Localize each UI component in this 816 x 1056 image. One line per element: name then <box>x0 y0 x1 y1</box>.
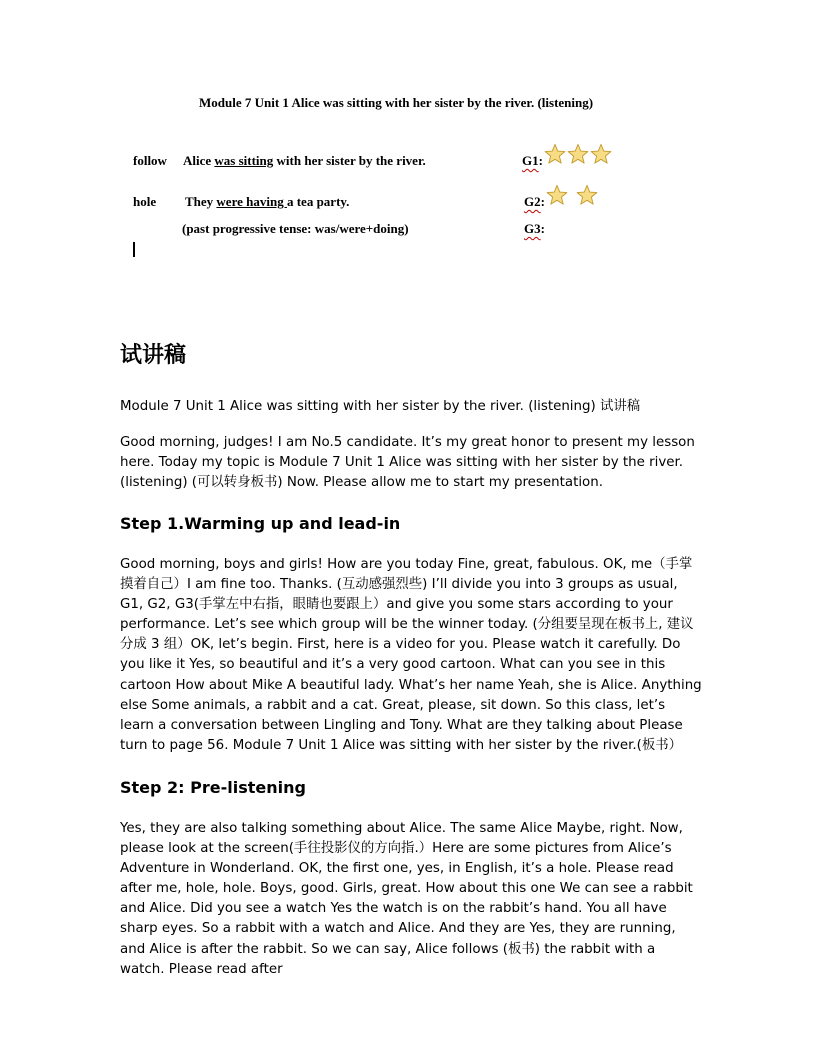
group-1-score <box>522 153 543 169</box>
star-icon <box>576 184 598 206</box>
vocab-word-follow: follow <box>133 153 167 168</box>
sentence-2-post: a tea party. <box>286 194 350 209</box>
group-3-score <box>524 221 545 237</box>
group-2-stars <box>546 184 598 206</box>
board-sentence-2 <box>185 194 349 210</box>
star-icon <box>544 143 566 165</box>
sentence-1-post: with her sister by the river. <box>273 153 426 168</box>
vocab-word-hole: hole <box>133 194 157 209</box>
star-icon <box>590 143 612 165</box>
step-2-paragraph: Yes, they are also talking something about Alice. The same Alice Maybe, right. Now, please look at the screen(手往投影仪的方向指.）Here are some pictures from Alice’s Adventure in Wonderland. OK, the first one, yes, in English, it’s a hole. Please read after me, hole, hole. Boys, good. Girls, great. How about this one We can see a rabbit and Alice. Did you see a watch Yes the watch is on the rabbit’s hand. You all have sharp eyes. So a rabbit with a watch and Alice. And they are Yes, they are running, and Alice is after the rabbit. So we can say, Alice follows (板书) the rabbit with a watch. Please read after <box>120 821 693 977</box>
group-1-colon: : <box>538 153 543 168</box>
board-sentence-1 <box>183 153 426 169</box>
star-icon <box>567 143 589 165</box>
step-1-paragraph: Good morning, boys and girls! How are you today Fine, great, fabulous. OK, me（手掌摸着自己）I am fine too. Thanks. (互动感强烈些) I’ll divide you into 3 groups as usual, G1, G2, G3(手掌左中右指，眼睛也要跟上）and give you some stars according to your performance. Let’s see which group will be the winner today. (分组要呈现在板书上, 建议分成 3 组）OK, let’s begin. First, here is a video for you. Please watch it carefully. Do you like it Yes, so beautiful and it’s a very good cartoon. What can you see in this cartoon How about Mike A beautiful lady. What’s her name Yeah, she is Alice. Anything else Some animals, a rabbit and a cat. Great, please, sit down. So this class, let’s learn a conversation between Lingling and Tony. What are they talking about Please turn to page 56. Module 7 Unit 1 Alice was sitting with her sister by the river.(板书） <box>120 557 702 753</box>
star-icon <box>546 184 568 206</box>
step-2-heading: Step 2: Pre-listening <box>120 778 306 797</box>
group-1-stars <box>544 143 612 165</box>
text-cursor <box>133 242 135 257</box>
intro-paragraph: Good morning, judges! I am No.5 candidate. It’s my great honor to present my lesson here. Today my topic is Module 7 Unit 1 Alice was sitting with her sister by the river. (listening) (可以转身板书) Now. Please allow me to start my presentation. <box>120 435 695 491</box>
group-3-label: G3 <box>524 221 541 236</box>
group-3-colon: : <box>540 221 545 236</box>
sentence-1-underlined: was sitting <box>214 153 274 168</box>
group-2-colon: : <box>540 194 545 209</box>
tense-note: (past progressive tense: was/were+doing) <box>182 221 409 236</box>
script-title-line: Module 7 Unit 1 Alice was sitting with her sister by the river. (listening) 试讲稿 <box>120 399 641 414</box>
script-heading: 试讲稿 <box>120 343 187 368</box>
group-2-label: G2 <box>524 194 541 209</box>
step-1-heading: Step 1.Warming up and lead-in <box>120 514 401 533</box>
sentence-1-pre: Alice <box>183 153 215 168</box>
group-2-score <box>524 194 545 210</box>
sentence-2-pre: They <box>185 194 217 209</box>
board-title: Module 7 Unit 1 Alice was sitting with her sister by the river. (listening) <box>199 95 594 110</box>
group-1-label: G1 <box>522 153 539 168</box>
sentence-2-underlined: were having <box>216 194 287 209</box>
